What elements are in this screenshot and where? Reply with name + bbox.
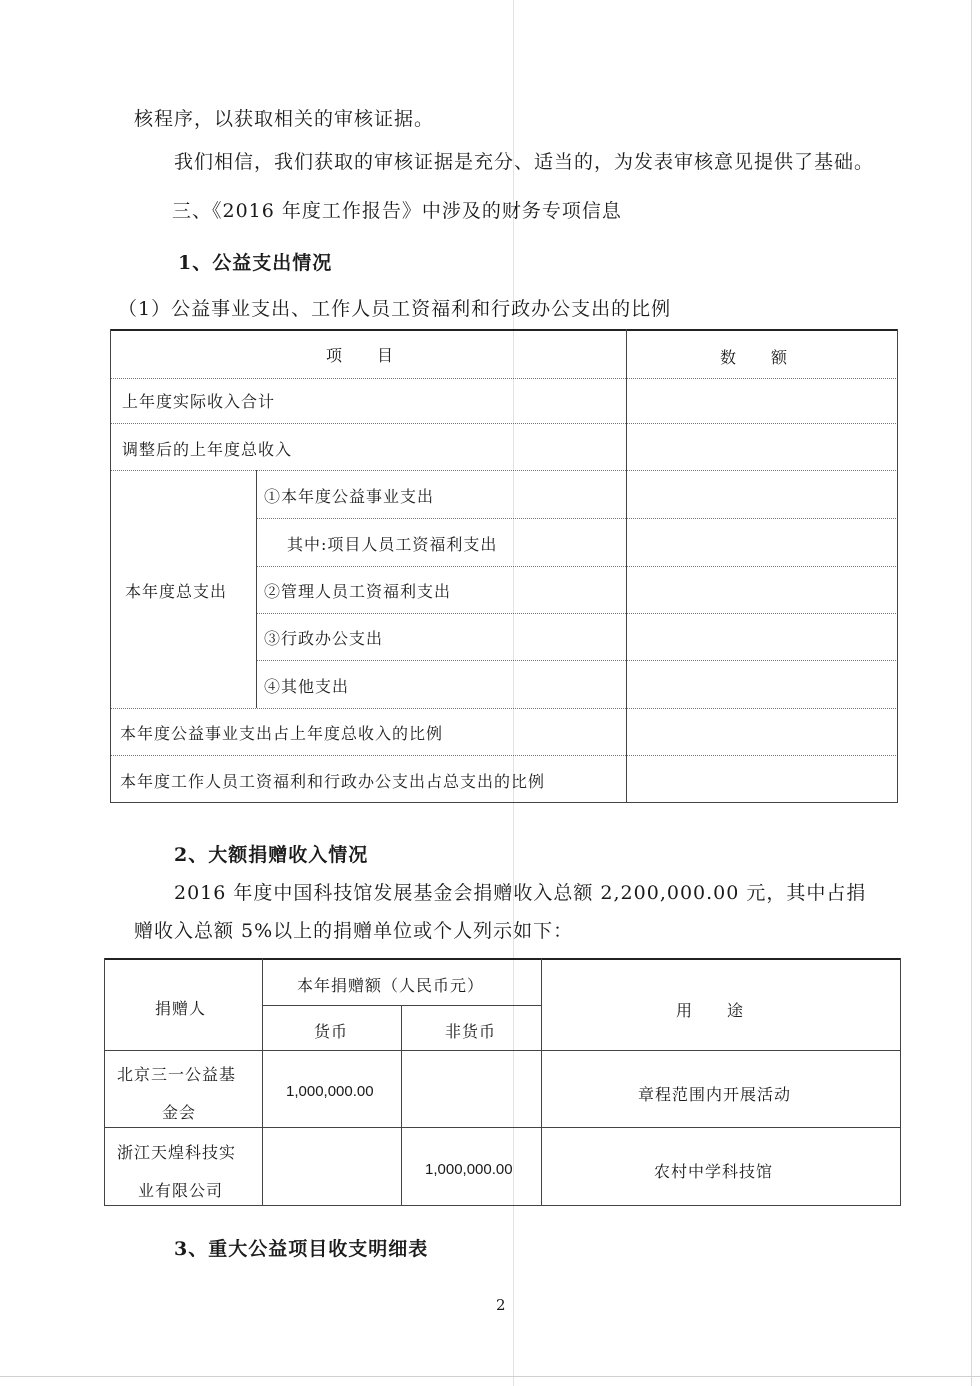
donor-name: 金会 xyxy=(162,1103,197,1122)
row-label: 上年度实际收入合计 xyxy=(122,392,276,411)
group-label: 本年度总支出 xyxy=(125,582,228,601)
subsection-3-title: 3、重大公益项目收支明细表 xyxy=(174,1238,429,1260)
subsection-2-para-line-1: 2016 年度中国科技馆发展基金会捐赠收入总额 2,200,000.00 元，其中占捐 xyxy=(174,882,867,904)
donor-name: 业有限公司 xyxy=(138,1181,224,1200)
intro-line-1: 核程序，以获取相关的审核证据。 xyxy=(134,108,435,130)
ratio-label: 本年度工作人员工资福利和行政办公支出占总支出的比例 xyxy=(120,772,546,791)
row-label: ③行政办公支出 xyxy=(264,629,384,648)
header-noncash: 非货币 xyxy=(445,1022,497,1041)
header-donor: 捐赠人 xyxy=(155,999,207,1018)
scan-edge-line xyxy=(971,0,972,1386)
row-label: 其中:项目人员工资福利支出 xyxy=(287,535,498,554)
ratio-label: 本年度公益事业支出占上年度总收入的比例 xyxy=(120,724,444,743)
header-use: 用 途 xyxy=(676,1001,745,1020)
subsection-2-title: 2、大额捐赠收入情况 xyxy=(174,844,369,866)
intro-line-2: 我们相信，我们获取的审核证据是充分、适当的，为发表审核意见提供了基础。 xyxy=(174,151,875,173)
row-label: ②管理人员工资福利支出 xyxy=(264,582,452,601)
header-donation-amount: 本年捐赠额（人民币元） xyxy=(297,976,485,995)
donor-name: 浙江天煌科技实 xyxy=(117,1143,237,1162)
header-item: 项 目 xyxy=(326,346,395,365)
row-label: ①本年度公益事业支出 xyxy=(264,487,435,506)
cash-amount: 1,000,000.00 xyxy=(286,1083,374,1100)
header-cash: 货币 xyxy=(314,1022,349,1041)
header-amount: 数 额 xyxy=(720,348,789,367)
donor-name: 北京三一公益基 xyxy=(117,1065,237,1084)
page-number: 2 xyxy=(496,1296,506,1314)
subsection-2-para-line-2: 赠收入总额 5%以上的捐赠单位或个人列示如下： xyxy=(134,920,574,942)
donation-use: 章程范围内开展活动 xyxy=(638,1085,792,1104)
subsection-1-title: 1、公益支出情况 xyxy=(178,252,333,274)
donation-use: 农村中学科技馆 xyxy=(654,1162,774,1181)
section-3-title: 三、《2016 年度工作报告》中涉及的财务专项信息 xyxy=(172,200,622,222)
noncash-amount: 1,000,000.00 xyxy=(425,1161,513,1178)
row-label: 调整后的上年度总收入 xyxy=(122,440,293,459)
subsection-1-1-title: （1）公益事业支出、工作人员工资福利和行政办公支出的比例 xyxy=(118,298,672,320)
row-label: ④其他支出 xyxy=(264,677,350,696)
scan-bottom-line xyxy=(0,1376,980,1377)
